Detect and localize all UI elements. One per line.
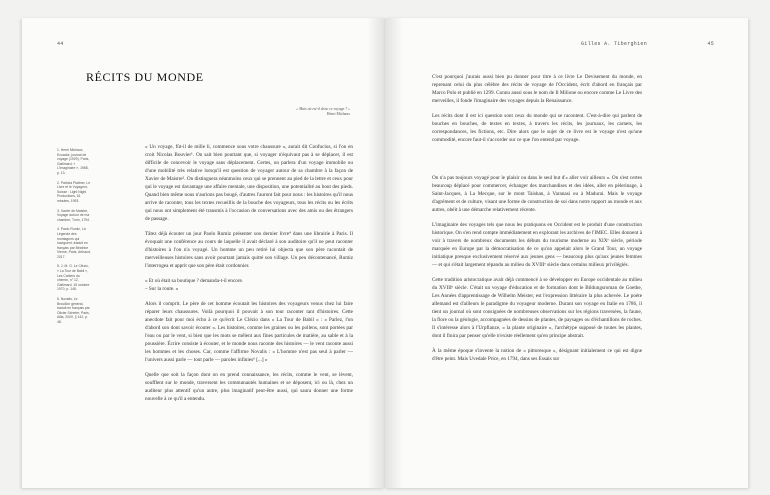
paragraph: On n'a pas toujours voyagé pour le plaisir ou dans le seul but d'« aller voir ailleurs ». On s'est certes beaucoup déplacé pour commercer, échanger des marchandises et des idées, aller en pèlerinage, à Saint-Jacques, à La Mecque, sur le mont Taishan, à Varanasi ou à Madurai. Mais le voyage d'agrément et de culture, visant une forme de construction de soi dans notre rapport au monde et aux autres, obéit à une démarche relativement récente. [432, 175, 642, 213]
epigraph-source: Henri Michaux [326, 112, 350, 116]
footnote: 4. Paolo Rumiz, La Légende des montagnes qui naviguent, traduit en français par Béatrice Vierne, Paris, Arthaud, 2017. [57, 227, 91, 259]
book-spread [22, 18, 748, 488]
paragraph: Cette tradition aristocratique avait déjà commencé à se développer en Europe occidentale au milieu du XVIIIᵉ siècle. C'était un voyage d'éducation et de formation dont le Bildungsroman de Goethe, Les Années d'apprentissage de Wilhelm Meister, est l'expression littéraire la plus achevée. Le poète allemand est d'ailleurs le paradigme du voyageur moderne. Durant son voyage en Italie en 1786, il tient un journal où sont consignées de nombreuses observations sur les régions traversées, la faune, la flore ou la géologie, accompagnées de dessins de plantes, de paysages ou d'échantillons de roches. Il s'intéresse alors à l'Urpflanze, « la plante originaire », l'archétype supposé de toutes les plantes, dont il finira par penser qu'elle n'existe réellement qu'en principe abstrait. [432, 277, 642, 339]
paragraph: À la même époque s'invente la notion de « pittoresque », désignant initialement ce qui est digne d'être peint. Mais Uvedale Price, en 1794, dans ses Essais sur [432, 348, 642, 362]
footnote: 1. Henri Michaux, Ecuador, journal de voyage (1929), Paris, Gallimard, « L'Imaginaire », 1968, p. 13. [57, 148, 90, 175]
dialogue: « Et où était sa boutique ? demanda-t-il encore. – Sur la route. » [145, 278, 244, 292]
gutter-shadow-left [367, 18, 385, 488]
chapter-title: RÉCITS DU MONDE [86, 70, 204, 84]
paragraph: L'imaginaire des voyages tels que nous les pratiquons en Occident est le produit d'une construction historique. On s'en rend compte immédiatement en explorant les archives de l'IMEC. Elles donnent à voir à travers de nombreux documents les débuts du tourisme moderne au XIXᵉ siècle, période marquée en Europe par la démocratisation de ce qu'on appelait alors le Grand Tour, un voyage initiatique presque exclusivement réservé aux jeunes gens — beaucoup plus qu'aux jeunes femmes — et qui s'était largement répandu au milieu du XVIIIᵉ siècle dans certains milieux privilégiés. [432, 222, 642, 268]
margin-notes [57, 148, 91, 330]
paragraph: « Un voyage, fût-il de mille li, commence sous votre chaussure », aurait dit Confucius, si l'on en croit Nicolas Bouvier¹. On sait bien pourtant que, si voyager n'équivaut pas à se déplacer, il est difficile de concevoir le voyage sans déplacement. Certes, on parlera d'un voyage immobile ou d'une mobilité très relative lorsqu'il est question de voyager autour de sa chambre à la façon de Xavier de Maistre². On distinguera néanmoins ceux qui se prennent au pied de la lettre et ceux pour qui le voyage est davantage une affaire mentale, une disposition, une potentialité au bout des pieds. Quand bien même nous n'aurions pas bougé, d'autres l'auront fait pour nous : les histoires qu'il nous arrive de raconter, tous les textes recueillis de la bouche des voyageurs, tous les récits ou les écrits qui nous ont simplement été transmis à l'occasion de conversations avec des amis ou des étrangers de passage. [145, 144, 353, 222]
page-number-right: 45 [707, 41, 714, 47]
footnote: 3. Xavier de Maistre, Voyage autour de ma chambre, Turin, 1794. [57, 208, 90, 222]
running-head: Gilles A. Tiberghien [581, 41, 648, 47]
footnote: 5. J.-M. G. Le Clézio, « La Tour de Babil », Les Cahiers du chemin, n° 12, Gallimard, 15 octobre 1970, p. 148. [57, 264, 90, 292]
left-page [22, 18, 385, 488]
footnote: 6. Novalis, Le Brouillon général, traduit en français par Olivier Schefer, Paris, Allia, 2000, § 142, p. 48. [57, 297, 90, 324]
gutter-shadow-right [385, 18, 403, 488]
page-number-left: 44 [57, 41, 64, 47]
paragraph: Tâtez déjà écouter un jour Paolo Rumiz présenter son dernier livre⁴ dans une librairie à Paris. Il évoquait une conférence au cours de laquelle il avait déclaré à son auditoire qu'il ne peut raconter d'histoires à l'on n'a voyagé. Un homme un peu retiré lui objecta que son père racontait de merveilleuses histoires sans avoir pourtant jamais quitté son village. Un peu décontenancé, Rumiz l'interrogea et apprit que son père était cordonnier. [145, 231, 353, 269]
right-body-text [432, 73, 642, 370]
left-body-text [145, 143, 353, 410]
right-page [385, 18, 748, 488]
epigraph [222, 107, 350, 117]
paragraph: Alors il comprit. Le père de cet homme écoutait les histoires des voyageurs venus chez lui faire réparer leurs chaussures. Voilà pourquoi il pouvait à son tour raconter tant d'histoires. Cette anecdote fait pour moi écho à ce qu'écrit Le Clézio dans « La Tour de Babil » : « Parlez, l'on d'abord son dont savoir écouter ». Les histoires, comme les graines ou les pollens, sont portées par l'eau ou par le vent, si bien que les mots se mêlent aux fines particules de matière, au sable et à la poussière. Écrire consiste à écouter, et le monde nous raconte des histoires — le vent raconte aussi les hommes et les choses. Car, comme l'affirme Novalis : « L'homme n'est pas seul à parler — l'univers aussi parle — tout parle — paroles infinies⁶ [...] » [145, 301, 353, 363]
epigraph-quote: « Mais où est-il donc ce voyage ? » [296, 107, 350, 111]
footnote: 2. Patricia Plattner, Le Livre et le Voyageur, Suisse : Light Night Productions, 51 minutes, 1993. [57, 180, 91, 203]
paragraph: C'est pourquoi j'aurais aussi bien pu donner pour titre à ce livre Le Devisement du monde, en reprenant celui du plus célèbre des récits de voyage de l'Occident, écrit d'abord en français par Marco Polo et publié en 1299. Connu aussi sous le nom de Il Milione ou encore comme Le Livre des merveilles, il fonde l'imaginaire des voyages depuis la Renaissance. [432, 74, 642, 104]
paragraph: Les récits dont il est ici question sont ceux du monde qui se racontent. C'est-à-dire qui parlent de bouches en bouches, de textes en textes, à travers les récits, les journaux, les carnets, les correspondances, les fictions, etc. Dire alors que le sujet de ce livre est le voyage n'est qu'une commodité, encore faut-il s'accorder sur ce que l'on entend par voyage. [432, 113, 642, 143]
paragraph: Quelle que soit la façon dont on en prend connaissance, les récits, comme le vent, se lèvent, soufflent sur le monde, traversent les communautés humaines et se déposent, ici ou là, chez un auditeur plus attentif qu'un autre, plus imaginatif peut-être aussi, qui saura donner une forme nouvelle à ce qu'il a entendu. [145, 372, 353, 402]
